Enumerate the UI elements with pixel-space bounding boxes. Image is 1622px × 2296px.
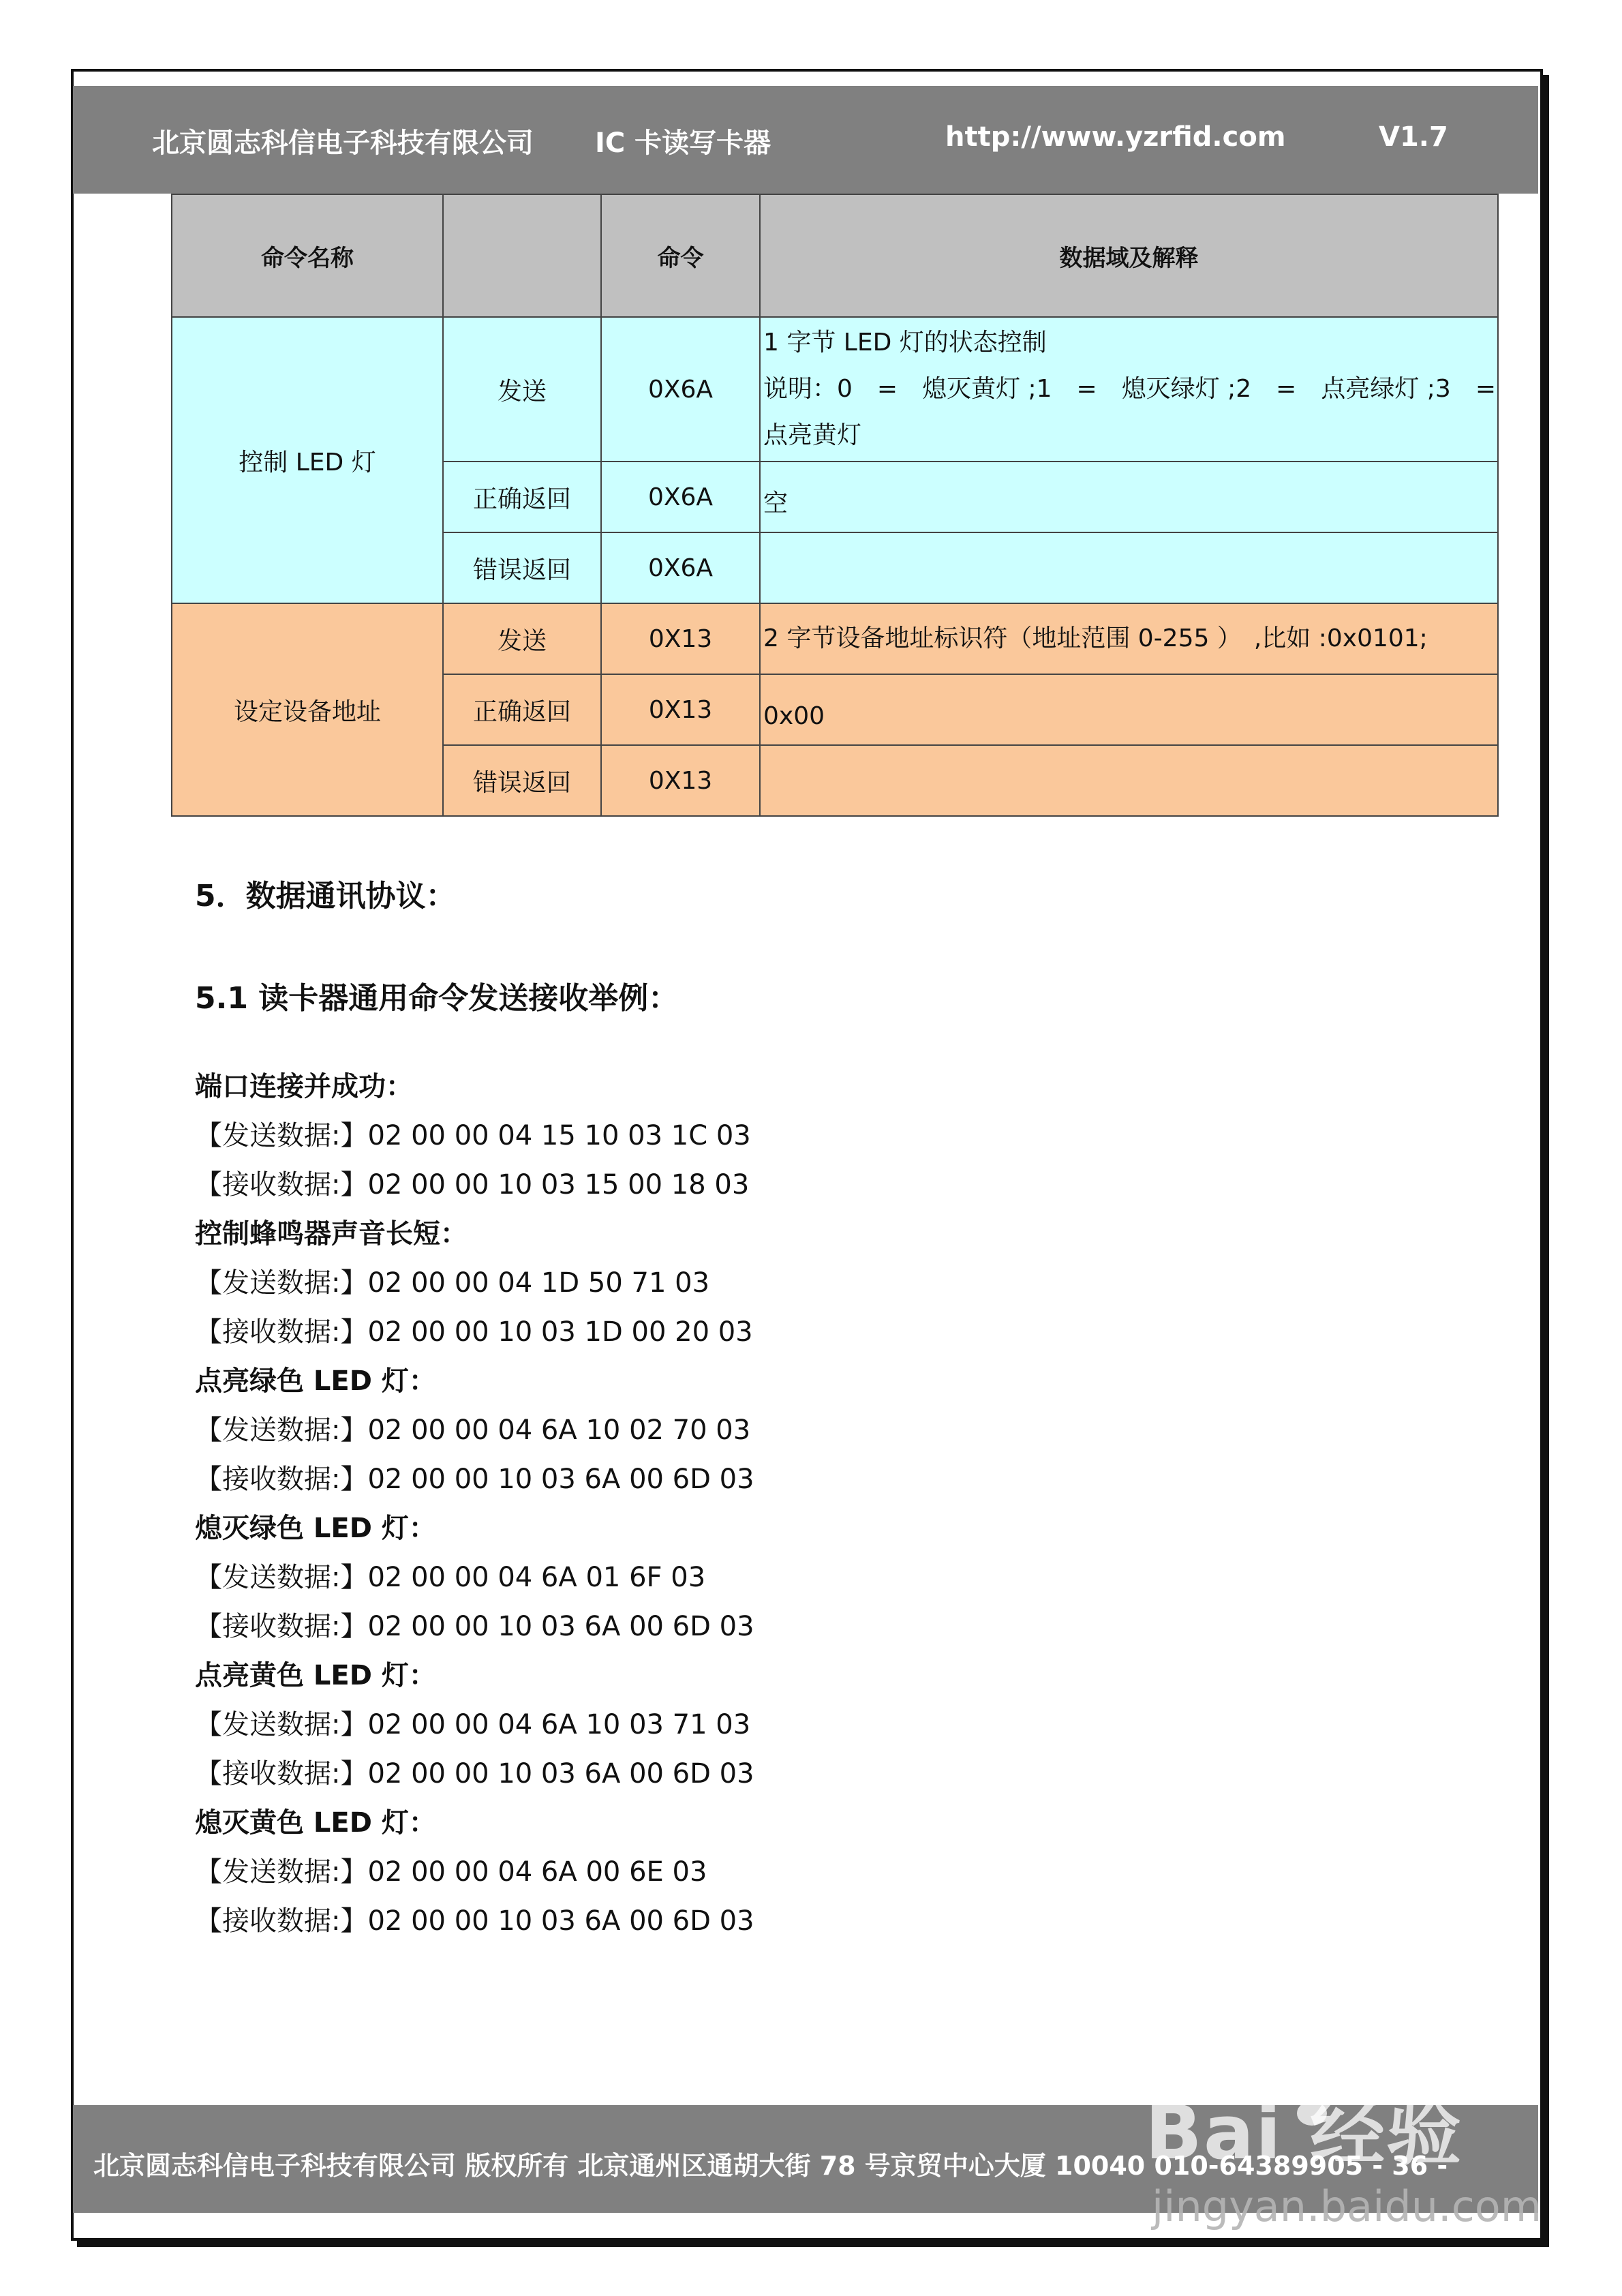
desc-line: 点亮黄灯 xyxy=(763,421,862,449)
example-send: 【发送数据:】02 00 00 04 6A 01 6F 03 xyxy=(195,1562,706,1593)
row-desc xyxy=(760,317,1498,462)
example-recv: 【接收数据:】02 00 00 10 03 15 00 18 03 xyxy=(195,1169,750,1200)
command-table xyxy=(171,194,1499,817)
row-type: 发送 xyxy=(443,317,601,462)
example-send: 【发送数据:】02 00 00 04 6A 10 03 71 03 xyxy=(195,1709,751,1740)
header-product: IC 卡读写卡器 xyxy=(595,127,771,159)
section-subtitle: 5.1 读卡器通用命令发送接收举例： xyxy=(195,981,679,1016)
col-header-cmd: 命令 xyxy=(601,194,760,317)
row-desc xyxy=(760,603,1498,674)
footer-text: 北京圆志科信电子科技有限公司 版权所有 北京通州区通胡大街 78 号京贸中心大厦 10040 010-64389905 - 36 - xyxy=(93,2151,1448,2181)
row-type: 正确返回 xyxy=(443,674,601,745)
baidu-watermark xyxy=(1145,2059,1554,2236)
col-header-type xyxy=(443,194,601,317)
example-send: 【发送数据:】02 00 00 04 1D 50 71 03 xyxy=(195,1267,710,1299)
example-recv: 【接收数据:】02 00 00 10 03 6A 00 6D 03 xyxy=(195,1758,754,1789)
row-cmd: 0X13 xyxy=(601,603,760,674)
row-type: 错误返回 xyxy=(443,532,601,603)
desc-line: 2 字节设备地址标识符（地址范围 0-255 ） ,比如 :0x0101; xyxy=(763,624,1428,652)
row-type: 正确返回 xyxy=(443,462,601,532)
desc-line: 0x00 xyxy=(763,702,825,730)
header-company: 北京圆志科信电子科技有限公司 xyxy=(152,127,534,159)
header-version: V1.7 xyxy=(1379,121,1448,153)
row-desc xyxy=(760,745,1498,816)
row-desc xyxy=(760,532,1498,603)
desc-line: 空 xyxy=(763,489,789,517)
section-title: 5．数据通讯协议： xyxy=(195,879,456,913)
col-header-desc: 数据域及解释 xyxy=(760,194,1498,317)
example-label: 端口连接并成功： xyxy=(195,1071,413,1102)
example-label: 熄灭黄色 LED 灯： xyxy=(195,1807,436,1839)
row-cmd: 0X6A xyxy=(601,317,760,462)
group-name-led: 控制 LED 灯 xyxy=(172,317,443,603)
example-label: 控制蜂鸣器声音长短： xyxy=(195,1218,468,1250)
example-recv: 【接收数据:】02 00 00 10 03 1D 00 20 03 xyxy=(195,1316,753,1348)
row-desc xyxy=(760,674,1498,745)
row-cmd: 0X13 xyxy=(601,745,760,816)
header-url[interactable]: http://www.yzrfid.com xyxy=(945,121,1286,153)
page-header xyxy=(73,86,1538,194)
watermark-domain: jingyan.baidu.com xyxy=(1152,2181,1542,2231)
example-label: 点亮绿色 LED 灯： xyxy=(195,1365,436,1397)
example-send: 【发送数据:】02 00 00 04 15 10 03 1C 03 xyxy=(195,1120,751,1151)
example-recv: 【接收数据:】02 00 00 10 03 6A 00 6D 03 xyxy=(195,1611,754,1642)
col-header-name: 命令名称 xyxy=(172,194,443,317)
example-label: 熄灭绿色 LED 灯： xyxy=(195,1513,436,1544)
watermark-brand: Bai 经验 xyxy=(1145,2089,1463,2176)
row-cmd: 0X13 xyxy=(601,674,760,745)
example-recv: 【接收数据:】02 00 00 10 03 6A 00 6D 03 xyxy=(195,1905,754,1937)
example-send: 【发送数据:】02 00 00 04 6A 00 6E 03 xyxy=(195,1856,707,1888)
table-header-row xyxy=(172,194,1498,317)
desc-line: 说明：0 = 熄灭黄灯 ;1 = 熄灭绿灯 ;2 = 点亮绿灯 ;3 = xyxy=(763,375,1496,403)
example-send: 【发送数据:】02 00 00 04 6A 10 02 70 03 xyxy=(195,1415,751,1446)
row-type: 错误返回 xyxy=(443,745,601,816)
table-row xyxy=(172,603,1498,674)
row-cmd: 0X6A xyxy=(601,462,760,532)
group-name-address: 设定设备地址 xyxy=(172,603,443,816)
row-type: 发送 xyxy=(443,603,601,674)
example-recv: 【接收数据:】02 00 00 10 03 6A 00 6D 03 xyxy=(195,1464,754,1495)
desc-line: 1 字节 LED 灯的状态控制 xyxy=(763,329,1047,357)
row-cmd: 0X6A xyxy=(601,532,760,603)
example-label: 点亮黄色 LED 灯： xyxy=(195,1660,436,1691)
table-row xyxy=(172,317,1498,462)
row-desc xyxy=(760,462,1498,532)
